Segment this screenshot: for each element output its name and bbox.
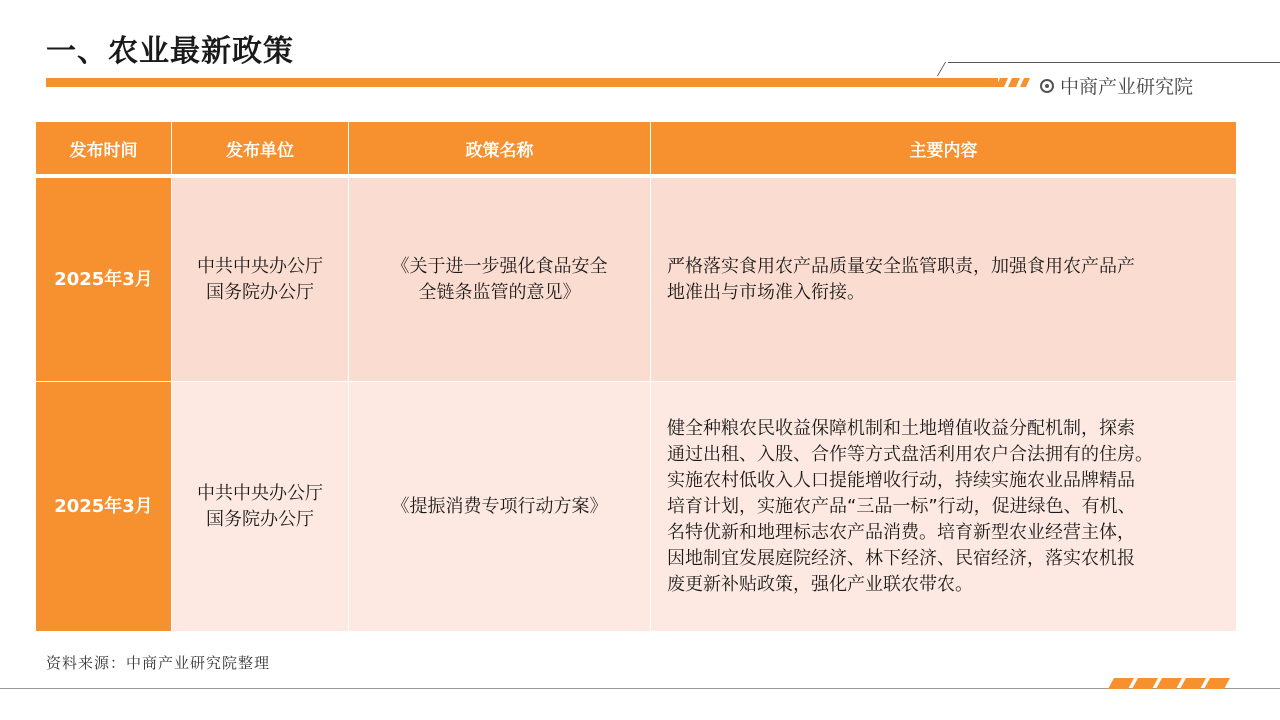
content-line: 通过出租、入股、合作等方式盘活利用农户合法拥有的住房。 bbox=[667, 443, 1153, 465]
cell-policy-name bbox=[349, 178, 651, 382]
footer-stripes-icon bbox=[1108, 678, 1238, 690]
content-line: 因地制宜发展庭院经济、林下经济、民宿经济，落实农机报 bbox=[667, 547, 1135, 569]
header-date: 发布时间 bbox=[36, 122, 172, 178]
table-row bbox=[36, 382, 1236, 632]
cell-policy-name bbox=[349, 382, 651, 632]
brand-circle-icon bbox=[1040, 79, 1054, 93]
policy-line: 全链条监管的意见》 bbox=[418, 281, 581, 303]
header-divider-slant bbox=[937, 62, 946, 76]
page-title: 一、农业最新政策 bbox=[46, 34, 294, 69]
content-line: 严格落实食用农产品质量安全监管职责，加强食用农产品产 bbox=[667, 255, 1135, 277]
header-unit: 发布单位 bbox=[172, 122, 349, 178]
header-divider-line bbox=[948, 62, 1280, 63]
unit-line: 中共中央办公厅 bbox=[197, 255, 323, 277]
header-policy-name: 政策名称 bbox=[349, 122, 651, 178]
unit-line: 国务院办公厅 bbox=[206, 508, 314, 530]
content-line: 地准出与市场准入衔接。 bbox=[667, 281, 865, 303]
header-main-content: 主要内容 bbox=[651, 122, 1236, 178]
brand-name: 中商产业研究院 bbox=[1060, 76, 1194, 98]
content-line: 健全种粮农民收益保障机制和土地增值收益分配机制，探索 bbox=[667, 417, 1135, 439]
unit-line: 国务院办公厅 bbox=[206, 281, 314, 303]
cell-unit bbox=[172, 382, 349, 632]
content-line: 实施农村低收入人口提能增收行动，持续实施农业品牌精品 bbox=[667, 469, 1135, 491]
content-line: 废更新补贴政策，强化产业联农带农。 bbox=[667, 573, 973, 595]
footer-divider-line bbox=[0, 688, 1280, 689]
policy-line: 《关于进一步强化食品安全 bbox=[391, 255, 608, 277]
policy-line: 《提振消费专项行动方案》 bbox=[391, 495, 608, 517]
content-line: 名特优新和地理标志农产品消费。培育新型农业经营主体， bbox=[667, 521, 1135, 543]
unit-line: 中共中央办公厅 bbox=[197, 482, 323, 504]
table-header-row bbox=[36, 122, 1236, 178]
decorative-stripes-icon bbox=[996, 78, 1030, 88]
cell-date: 2025年3月 bbox=[36, 382, 172, 632]
cell-unit bbox=[172, 178, 349, 382]
content-line: 培育计划，实施农产品“三品一标”行动，促进绿色、有机、 bbox=[667, 495, 1136, 517]
policy-table bbox=[36, 122, 1236, 632]
title-underline-bar bbox=[46, 78, 998, 87]
cell-date: 2025年3月 bbox=[36, 178, 172, 382]
table-row bbox=[36, 178, 1236, 382]
cell-main-content bbox=[651, 382, 1236, 632]
brand-logo bbox=[1040, 72, 1193, 99]
source-note: 资料来源：中商产业研究院整理 bbox=[46, 654, 271, 672]
cell-main-content bbox=[651, 178, 1236, 382]
